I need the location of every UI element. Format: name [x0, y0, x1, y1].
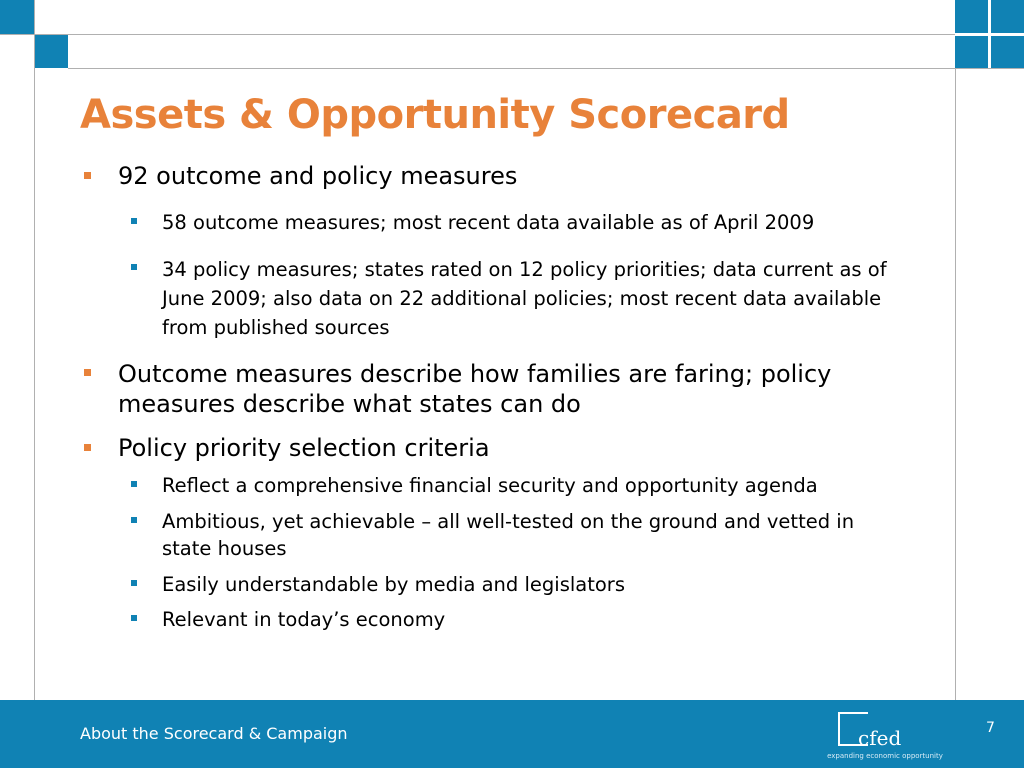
sub-bullet-item [80, 508, 880, 562]
bullet-square-icon [131, 580, 137, 586]
sub-bullet-item [80, 472, 940, 499]
bullet-list [80, 162, 940, 633]
cfed-logo [826, 708, 944, 764]
bullet-item [80, 434, 940, 462]
bullet-text: 34 policy measures; states rated on 12 policy priorities; data current as of June 2009; also data on 22 additional policies; most recent data available from published sources [162, 258, 887, 339]
corner-square [0, 0, 34, 34]
logo-tagline: expanding economic opportunity [827, 752, 943, 760]
frame-line [0, 34, 955, 35]
bullet-text: 92 outcome and policy measures [118, 162, 518, 190]
bullet-square-icon [131, 615, 137, 621]
bullet-item [80, 359, 880, 419]
footer-section-title: About the Scorecard & Campaign [80, 724, 348, 743]
bullet-text: Ambitious, yet achievable – all well-tested on the ground and vetted in state houses [162, 510, 855, 560]
bullet-item [80, 162, 940, 190]
frame-line [68, 68, 1024, 69]
corner-square [34, 34, 68, 68]
bullet-text: Reflect a comprehensive financial security and opportunity agenda [162, 474, 818, 497]
logo-wordmark: cfed [858, 726, 902, 750]
corner-square [955, 36, 988, 68]
footer-bar [0, 700, 1024, 768]
sub-bullet-item [80, 209, 940, 236]
page-number: 7 [986, 720, 995, 736]
bullet-text: Outcome measures describe how families are faring; policy measures describe what states can do [118, 360, 832, 418]
bullet-square-icon [131, 481, 137, 487]
bullet-square-icon [84, 369, 91, 376]
slide-title: Assets & Opportunity Scorecard [80, 92, 790, 138]
bullet-square-icon [84, 172, 91, 179]
frame-line [34, 0, 35, 700]
sub-bullet-item [80, 606, 940, 633]
corner-square [991, 0, 1024, 33]
sub-bullet-item [80, 571, 940, 598]
bullet-square-icon [84, 444, 91, 451]
bullet-square-icon [131, 218, 137, 224]
bullet-text: Policy priority selection criteria [118, 434, 490, 462]
corner-square [955, 0, 988, 33]
corner-square [991, 36, 1024, 68]
bullet-square-icon [131, 517, 137, 523]
bullet-text: 58 outcome measures; most recent data available as of April 2009 [162, 211, 815, 234]
bullet-square-icon [131, 264, 137, 270]
frame-line [955, 68, 956, 700]
bullet-text: Easily understandable by media and legislators [162, 573, 625, 596]
bullet-text: Relevant in today’s economy [162, 608, 446, 631]
sub-bullet-item [80, 255, 930, 342]
